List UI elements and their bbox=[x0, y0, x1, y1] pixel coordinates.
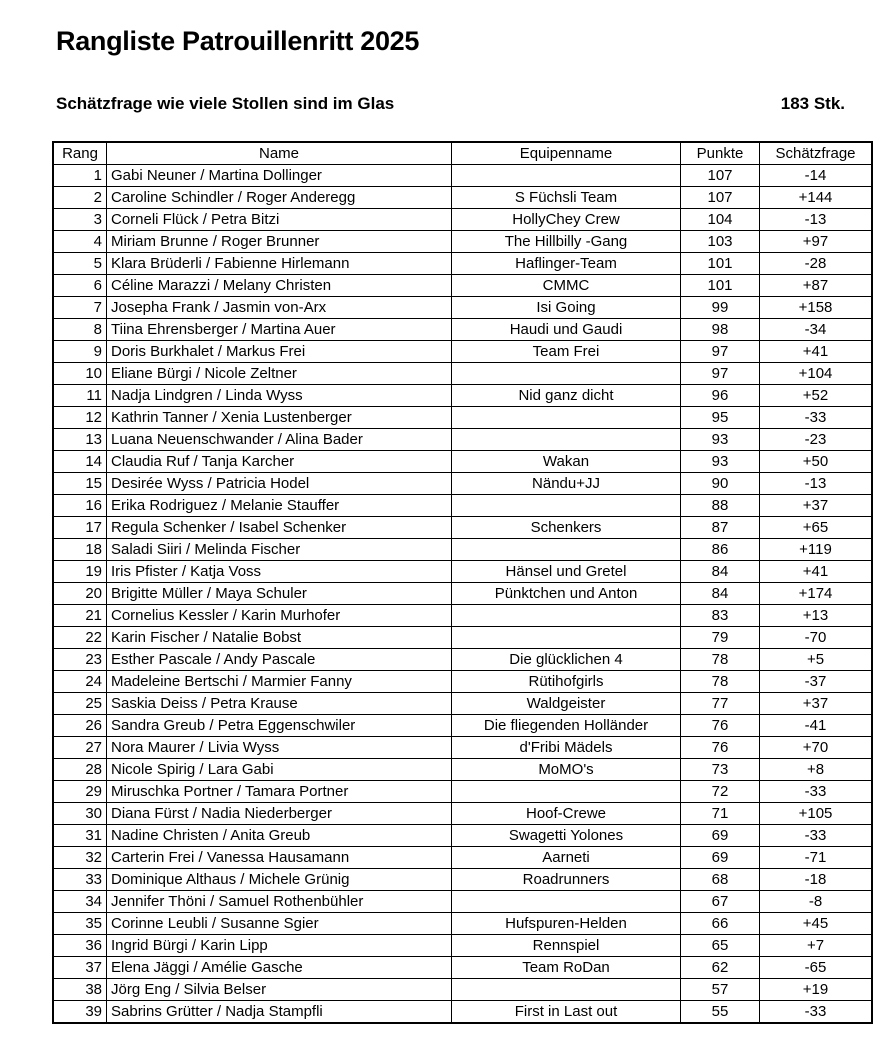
punkte-cell: 95 bbox=[681, 407, 760, 429]
schaetzfrage-cell: -33 bbox=[760, 825, 873, 847]
schaetzfrage-cell: +50 bbox=[760, 451, 873, 473]
schaetzfrage-cell: -18 bbox=[760, 869, 873, 891]
rang-cell: 18 bbox=[53, 539, 107, 561]
table-row bbox=[53, 1001, 872, 1024]
punkte-cell: 93 bbox=[681, 451, 760, 473]
punkte-cell: 66 bbox=[681, 913, 760, 935]
column-header-rang: Rang bbox=[53, 142, 107, 165]
equipenname-cell bbox=[452, 891, 681, 913]
equipenname-cell bbox=[452, 539, 681, 561]
rang-cell: 13 bbox=[53, 429, 107, 451]
schaetzfrage-cell: +87 bbox=[760, 275, 873, 297]
name-cell: Gabi Neuner / Martina Dollinger bbox=[107, 165, 452, 187]
rang-cell: 5 bbox=[53, 253, 107, 275]
table-row bbox=[53, 561, 872, 583]
schaetzfrage-cell: +52 bbox=[760, 385, 873, 407]
punkte-cell: 83 bbox=[681, 605, 760, 627]
punkte-cell: 69 bbox=[681, 847, 760, 869]
punkte-cell: 101 bbox=[681, 275, 760, 297]
name-cell: Caroline Schindler / Roger Anderegg bbox=[107, 187, 452, 209]
name-cell: Saladi Siiri / Melinda Fischer bbox=[107, 539, 452, 561]
rang-cell: 16 bbox=[53, 495, 107, 517]
name-cell: Desirée Wyss / Patricia Hodel bbox=[107, 473, 452, 495]
punkte-cell: 55 bbox=[681, 1001, 760, 1024]
schaetzfrage-cell: -13 bbox=[760, 473, 873, 495]
table-row bbox=[53, 583, 872, 605]
schaetzfrage-cell: +37 bbox=[760, 693, 873, 715]
equipenname-cell: Waldgeister bbox=[452, 693, 681, 715]
rang-cell: 27 bbox=[53, 737, 107, 759]
schaetzfrage-cell: -41 bbox=[760, 715, 873, 737]
rang-cell: 19 bbox=[53, 561, 107, 583]
punkte-cell: 96 bbox=[681, 385, 760, 407]
punkte-cell: 97 bbox=[681, 363, 760, 385]
table-row bbox=[53, 407, 872, 429]
table-row bbox=[53, 759, 872, 781]
punkte-cell: 77 bbox=[681, 693, 760, 715]
equipenname-cell bbox=[452, 605, 681, 627]
schaetzfrage-cell: -14 bbox=[760, 165, 873, 187]
punkte-cell: 107 bbox=[681, 165, 760, 187]
table-body bbox=[53, 165, 872, 1024]
equipenname-cell: Die fliegenden Holländer bbox=[452, 715, 681, 737]
equipenname-cell: Hufspuren-Helden bbox=[452, 913, 681, 935]
punkte-cell: 76 bbox=[681, 715, 760, 737]
page-title: Rangliste Patrouillenritt 2025 bbox=[56, 26, 420, 56]
schaetzfrage-cell: +19 bbox=[760, 979, 873, 1001]
name-cell: Klara Brüderli / Fabienne Hirlemann bbox=[107, 253, 452, 275]
table-row bbox=[53, 231, 872, 253]
equipenname-cell bbox=[452, 781, 681, 803]
table-row bbox=[53, 209, 872, 231]
name-cell: Jennifer Thöni / Samuel Rothenbühler bbox=[107, 891, 452, 913]
table-row bbox=[53, 473, 872, 495]
equipenname-cell: Team Frei bbox=[452, 341, 681, 363]
table-row bbox=[53, 385, 872, 407]
name-cell: Cornelius Kessler / Karin Murhofer bbox=[107, 605, 452, 627]
schaetzfrage-cell: +119 bbox=[760, 539, 873, 561]
table-row bbox=[53, 451, 872, 473]
rang-cell: 8 bbox=[53, 319, 107, 341]
name-cell: Luana Neuenschwander / Alina Bader bbox=[107, 429, 452, 451]
punkte-cell: 90 bbox=[681, 473, 760, 495]
name-cell: Claudia Ruf / Tanja Karcher bbox=[107, 451, 452, 473]
column-header-punkte: Punkte bbox=[681, 142, 760, 165]
table-row bbox=[53, 847, 872, 869]
rang-cell: 11 bbox=[53, 385, 107, 407]
rang-cell: 1 bbox=[53, 165, 107, 187]
equipenname-cell bbox=[452, 627, 681, 649]
schaetzfrage-cell: +7 bbox=[760, 935, 873, 957]
schaetzfrage-cell: +41 bbox=[760, 561, 873, 583]
name-cell: Erika Rodriguez / Melanie Stauffer bbox=[107, 495, 452, 517]
punkte-cell: 104 bbox=[681, 209, 760, 231]
rang-cell: 26 bbox=[53, 715, 107, 737]
rang-cell: 2 bbox=[53, 187, 107, 209]
table-row bbox=[53, 539, 872, 561]
punkte-cell: 73 bbox=[681, 759, 760, 781]
equipenname-cell: Hänsel und Gretel bbox=[452, 561, 681, 583]
punkte-cell: 84 bbox=[681, 583, 760, 605]
name-cell: Nicole Spirig / Lara Gabi bbox=[107, 759, 452, 781]
table-row bbox=[53, 495, 872, 517]
table-row bbox=[53, 319, 872, 341]
punkte-cell: 98 bbox=[681, 319, 760, 341]
name-cell: Josepha Frank / Jasmin von-Arx bbox=[107, 297, 452, 319]
rang-cell: 24 bbox=[53, 671, 107, 693]
equipenname-cell bbox=[452, 979, 681, 1001]
schaetzfrage-cell: +41 bbox=[760, 341, 873, 363]
name-cell: Karin Fischer / Natalie Bobst bbox=[107, 627, 452, 649]
name-cell: Eliane Bürgi / Nicole Zeltner bbox=[107, 363, 452, 385]
rang-cell: 23 bbox=[53, 649, 107, 671]
name-cell: Miriam Brunne / Roger Brunner bbox=[107, 231, 452, 253]
table-row bbox=[53, 297, 872, 319]
name-cell: Sandra Greub / Petra Eggenschwiler bbox=[107, 715, 452, 737]
table-row bbox=[53, 165, 872, 187]
name-cell: Elena Jäggi / Amélie Gasche bbox=[107, 957, 452, 979]
schaetzfrage-cell: -71 bbox=[760, 847, 873, 869]
name-cell: Tiina Ehrensberger / Martina Auer bbox=[107, 319, 452, 341]
schaetzfrage-cell: -23 bbox=[760, 429, 873, 451]
name-cell: Corneli Flück / Petra Bitzi bbox=[107, 209, 452, 231]
equipenname-cell: Wakan bbox=[452, 451, 681, 473]
punkte-cell: 84 bbox=[681, 561, 760, 583]
rang-cell: 39 bbox=[53, 1001, 107, 1024]
table-row bbox=[53, 979, 872, 1001]
name-cell: Nadja Lindgren / Linda Wyss bbox=[107, 385, 452, 407]
rang-cell: 22 bbox=[53, 627, 107, 649]
equipenname-cell: S Füchsli Team bbox=[452, 187, 681, 209]
equipenname-cell: First in Last out bbox=[452, 1001, 681, 1024]
name-cell: Sabrins Grütter / Nadja Stampfli bbox=[107, 1001, 452, 1024]
name-cell: Jörg Eng / Silvia Belser bbox=[107, 979, 452, 1001]
punkte-cell: 93 bbox=[681, 429, 760, 451]
schaetzfrage-cell: -28 bbox=[760, 253, 873, 275]
punkte-cell: 78 bbox=[681, 649, 760, 671]
schaetzfrage-cell: +45 bbox=[760, 913, 873, 935]
punkte-cell: 103 bbox=[681, 231, 760, 253]
punkte-cell: 99 bbox=[681, 297, 760, 319]
name-cell: Esther Pascale / Andy Pascale bbox=[107, 649, 452, 671]
table-row bbox=[53, 935, 872, 957]
punkte-cell: 68 bbox=[681, 869, 760, 891]
rang-cell: 9 bbox=[53, 341, 107, 363]
schaetzfrage-cell: +13 bbox=[760, 605, 873, 627]
table-header bbox=[53, 142, 872, 165]
punkte-cell: 86 bbox=[681, 539, 760, 561]
rang-cell: 25 bbox=[53, 693, 107, 715]
equipenname-cell: Pünktchen und Anton bbox=[452, 583, 681, 605]
schaetzfrage-cell: +5 bbox=[760, 649, 873, 671]
rang-cell: 29 bbox=[53, 781, 107, 803]
name-cell: Céline Marazzi / Melany Christen bbox=[107, 275, 452, 297]
punkte-cell: 107 bbox=[681, 187, 760, 209]
equipenname-cell: Aarneti bbox=[452, 847, 681, 869]
punkte-cell: 79 bbox=[681, 627, 760, 649]
equipenname-cell: The Hillbilly -Gang bbox=[452, 231, 681, 253]
equipenname-cell: Nid ganz dicht bbox=[452, 385, 681, 407]
punkte-cell: 71 bbox=[681, 803, 760, 825]
table-row bbox=[53, 517, 872, 539]
schaetzfrage-cell: -33 bbox=[760, 781, 873, 803]
table-row bbox=[53, 803, 872, 825]
equipenname-cell: Die glücklichen 4 bbox=[452, 649, 681, 671]
equipenname-cell: Swagetti Yolones bbox=[452, 825, 681, 847]
punkte-cell: 57 bbox=[681, 979, 760, 1001]
punkte-cell: 65 bbox=[681, 935, 760, 957]
equipenname-cell bbox=[452, 363, 681, 385]
rang-cell: 15 bbox=[53, 473, 107, 495]
table-row bbox=[53, 693, 872, 715]
rang-cell: 14 bbox=[53, 451, 107, 473]
rang-cell: 4 bbox=[53, 231, 107, 253]
table-row bbox=[53, 275, 872, 297]
table-row bbox=[53, 429, 872, 451]
equipenname-cell bbox=[452, 165, 681, 187]
equipenname-cell: CMMC bbox=[452, 275, 681, 297]
name-cell: Kathrin Tanner / Xenia Lustenberger bbox=[107, 407, 452, 429]
equipenname-cell bbox=[452, 407, 681, 429]
rang-cell: 30 bbox=[53, 803, 107, 825]
equipenname-cell: Schenkers bbox=[452, 517, 681, 539]
column-header-name: Name bbox=[107, 142, 452, 165]
equipenname-cell: Team RoDan bbox=[452, 957, 681, 979]
punkte-cell: 88 bbox=[681, 495, 760, 517]
rang-cell: 7 bbox=[53, 297, 107, 319]
schaetzfrage-cell: +158 bbox=[760, 297, 873, 319]
table-row bbox=[53, 627, 872, 649]
punkte-cell: 87 bbox=[681, 517, 760, 539]
schaetzfrage-cell: +70 bbox=[760, 737, 873, 759]
header-row bbox=[53, 142, 872, 165]
name-cell: Carterin Frei / Vanessa Hausamann bbox=[107, 847, 452, 869]
table-row bbox=[53, 187, 872, 209]
rang-cell: 32 bbox=[53, 847, 107, 869]
rang-cell: 6 bbox=[53, 275, 107, 297]
rang-cell: 33 bbox=[53, 869, 107, 891]
table-row bbox=[53, 605, 872, 627]
name-cell: Nora Maurer / Livia Wyss bbox=[107, 737, 452, 759]
name-cell: Miruschka Portner / Tamara Portner bbox=[107, 781, 452, 803]
table-row bbox=[53, 781, 872, 803]
schaetzfrage-cell: -8 bbox=[760, 891, 873, 913]
table-row bbox=[53, 913, 872, 935]
schaetzfrage-cell: -34 bbox=[760, 319, 873, 341]
table-row bbox=[53, 957, 872, 979]
table-row bbox=[53, 891, 872, 913]
equipenname-cell bbox=[452, 495, 681, 517]
schaetzfrage-cell: +97 bbox=[760, 231, 873, 253]
equipenname-cell: Haudi und Gaudi bbox=[452, 319, 681, 341]
ranking-table bbox=[52, 141, 873, 1024]
punkte-cell: 76 bbox=[681, 737, 760, 759]
name-cell: Iris Pfister / Katja Voss bbox=[107, 561, 452, 583]
schaetzfrage-cell: +174 bbox=[760, 583, 873, 605]
table-row bbox=[53, 341, 872, 363]
equipenname-cell: Nändu+JJ bbox=[452, 473, 681, 495]
table-row bbox=[53, 649, 872, 671]
schaetzfrage-cell: -33 bbox=[760, 407, 873, 429]
equipenname-cell: d'Fribi Mädels bbox=[452, 737, 681, 759]
rang-cell: 21 bbox=[53, 605, 107, 627]
name-cell: Doris Burkhalet / Markus Frei bbox=[107, 341, 452, 363]
equipenname-cell: MoMO's bbox=[452, 759, 681, 781]
schaetzfrage-cell: +65 bbox=[760, 517, 873, 539]
equipenname-cell: HollyChey Crew bbox=[452, 209, 681, 231]
name-cell: Saskia Deiss / Petra Krause bbox=[107, 693, 452, 715]
column-header-schaetzfrage: Schätzfrage bbox=[760, 142, 873, 165]
rang-cell: 10 bbox=[53, 363, 107, 385]
table-row bbox=[53, 737, 872, 759]
name-cell: Corinne Leubli / Susanne Sgier bbox=[107, 913, 452, 935]
punkte-cell: 67 bbox=[681, 891, 760, 913]
schaetzfrage-cell: -70 bbox=[760, 627, 873, 649]
punkte-cell: 101 bbox=[681, 253, 760, 275]
equipenname-cell: Rütihofgirls bbox=[452, 671, 681, 693]
table-row bbox=[53, 363, 872, 385]
subtitle-row bbox=[56, 94, 845, 114]
schaetzfrage-cell: +104 bbox=[760, 363, 873, 385]
schaetzfrage-cell: +105 bbox=[760, 803, 873, 825]
punkte-cell: 69 bbox=[681, 825, 760, 847]
name-cell: Regula Schenker / Isabel Schenker bbox=[107, 517, 452, 539]
schaetzfrage-cell: +8 bbox=[760, 759, 873, 781]
equipenname-cell: Isi Going bbox=[452, 297, 681, 319]
punkte-cell: 62 bbox=[681, 957, 760, 979]
estimate-question-label: Schätzfrage wie viele Stollen sind im Glas bbox=[56, 94, 395, 113]
schaetzfrage-cell: -33 bbox=[760, 1001, 873, 1024]
rang-cell: 17 bbox=[53, 517, 107, 539]
equipenname-cell: Hoof-Crewe bbox=[452, 803, 681, 825]
name-cell: Dominique Althaus / Michele Grünig bbox=[107, 869, 452, 891]
rang-cell: 28 bbox=[53, 759, 107, 781]
rang-cell: 12 bbox=[53, 407, 107, 429]
rang-cell: 34 bbox=[53, 891, 107, 913]
table-row bbox=[53, 253, 872, 275]
punkte-cell: 78 bbox=[681, 671, 760, 693]
equipenname-cell bbox=[452, 429, 681, 451]
name-cell: Brigitte Müller / Maya Schuler bbox=[107, 583, 452, 605]
name-cell: Madeleine Bertschi / Marmier Fanny bbox=[107, 671, 452, 693]
punkte-cell: 72 bbox=[681, 781, 760, 803]
table-row bbox=[53, 869, 872, 891]
schaetzfrage-cell: -65 bbox=[760, 957, 873, 979]
table-row bbox=[53, 715, 872, 737]
table-row bbox=[53, 671, 872, 693]
punkte-cell: 97 bbox=[681, 341, 760, 363]
rang-cell: 38 bbox=[53, 979, 107, 1001]
name-cell: Diana Fürst / Nadia Niederberger bbox=[107, 803, 452, 825]
name-cell: Ingrid Bürgi / Karin Lipp bbox=[107, 935, 452, 957]
equipenname-cell: Rennspiel bbox=[452, 935, 681, 957]
name-cell: Nadine Christen / Anita Greub bbox=[107, 825, 452, 847]
schaetzfrage-cell: +144 bbox=[760, 187, 873, 209]
estimate-answer-value: 183 Stk. bbox=[780, 94, 845, 113]
schaetzfrage-cell: +37 bbox=[760, 495, 873, 517]
schaetzfrage-cell: -13 bbox=[760, 209, 873, 231]
rang-cell: 20 bbox=[53, 583, 107, 605]
table-row bbox=[53, 825, 872, 847]
rang-cell: 3 bbox=[53, 209, 107, 231]
schaetzfrage-cell: -37 bbox=[760, 671, 873, 693]
rang-cell: 36 bbox=[53, 935, 107, 957]
rang-cell: 31 bbox=[53, 825, 107, 847]
equipenname-cell: Haflinger-Team bbox=[452, 253, 681, 275]
equipenname-cell: Roadrunners bbox=[452, 869, 681, 891]
column-header-equipenname: Equipenname bbox=[452, 142, 681, 165]
rang-cell: 37 bbox=[53, 957, 107, 979]
rang-cell: 35 bbox=[53, 913, 107, 935]
